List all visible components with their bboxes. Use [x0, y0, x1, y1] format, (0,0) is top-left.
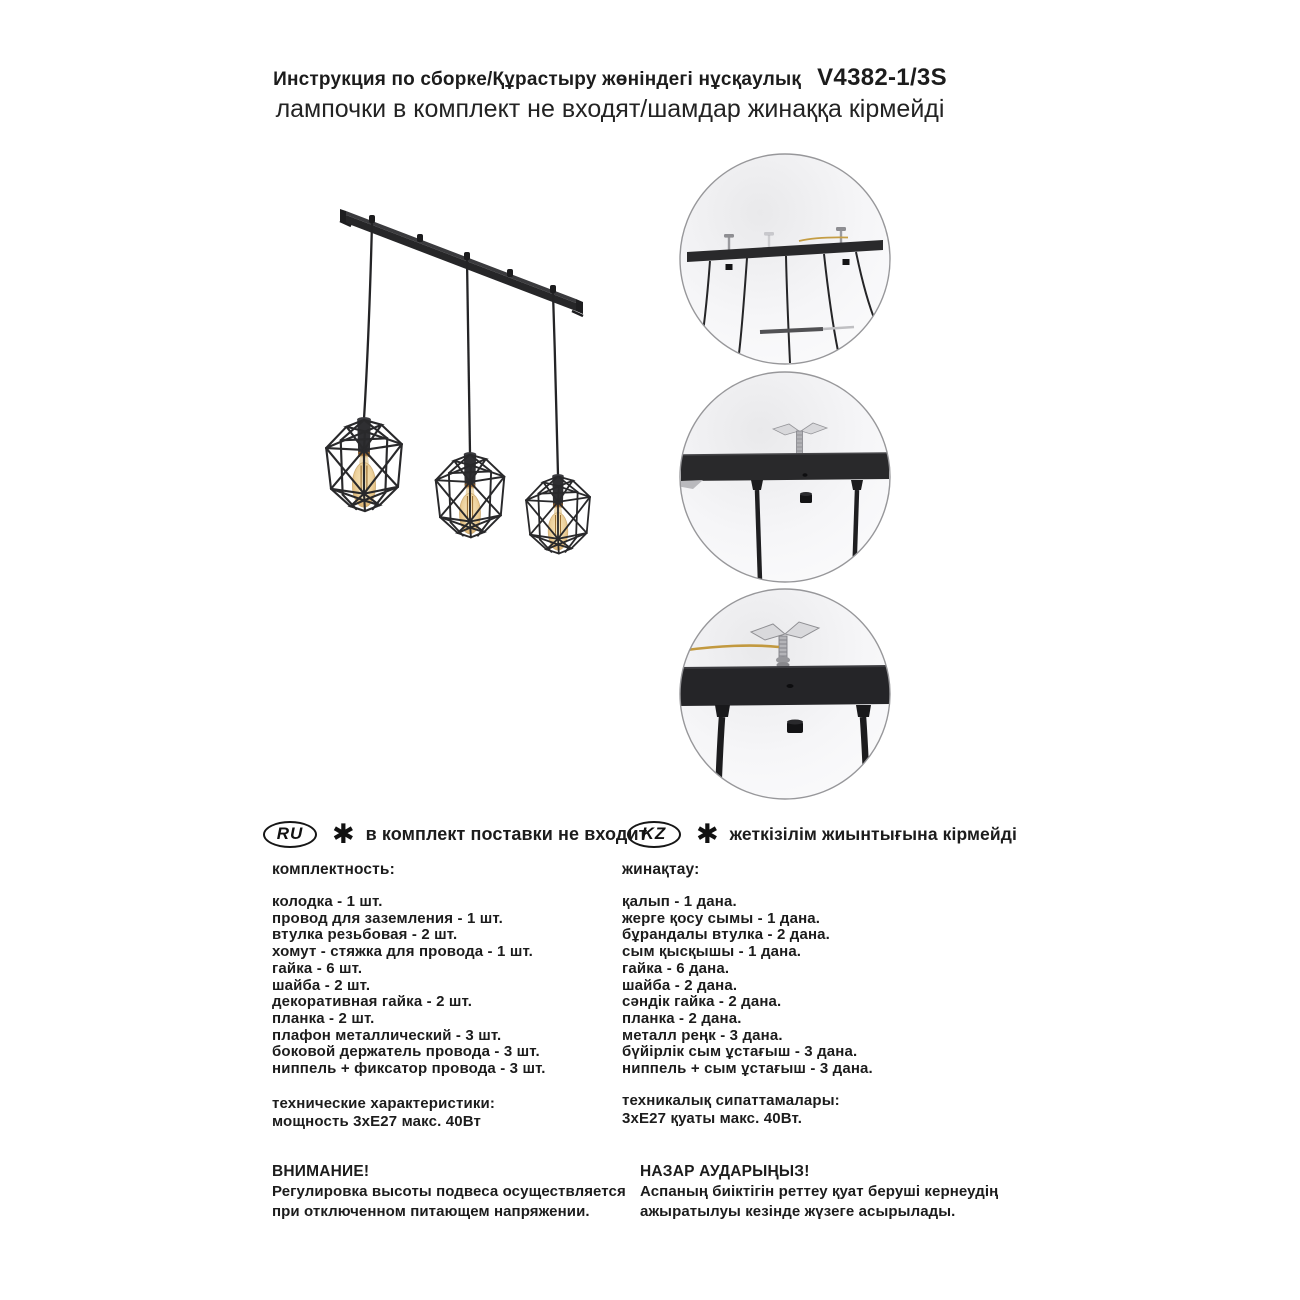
list-item: шайба - 2 шт. [272, 976, 371, 994]
list-item: шайба - 2 дана. [622, 976, 738, 994]
list-item: Аспаның биіктігін реттеу қуат беруші кернеудің [640, 1183, 999, 1200]
list-item: бүйірлік сым ұстағыш - 3 дана. [622, 1043, 858, 1061]
kz-warning-text [640, 1182, 998, 1221]
list-item: провод для заземления - 1 шт. [272, 909, 503, 927]
list-item: гайка - 6 дана. [622, 959, 730, 977]
ru-specs-value: мощность 3хЕ27 макс. 40Вт [272, 1113, 482, 1130]
page-title-row [0, 66, 1220, 92]
list-item: плафон металлический - 3 шт. [272, 1026, 502, 1044]
kz-language-badge: KZ [627, 821, 681, 848]
kz-note-row [627, 818, 1017, 850]
page-subtitle: лампочки в комплект не входят/шамдар жинаққа кірмейді [275, 95, 945, 123]
list-item: декоративная гайка - 2 шт. [272, 993, 473, 1011]
list-item: планка - 2 дана. [622, 1009, 742, 1027]
page-title: Инструкция по сборке/Құрастыру жөніндегі нұсқаулық [273, 69, 802, 90]
list-item: планка - 2 шт. [272, 1009, 375, 1027]
list-item: боковой держатель провода - 3 шт. [272, 1043, 540, 1061]
ru-warning-text [272, 1182, 626, 1221]
header [0, 66, 1220, 124]
list-item: колодка - 1 шт. [272, 893, 383, 910]
ru-parts-list [272, 894, 546, 1078]
ru-specs-title: технические характеристики: [272, 1095, 496, 1112]
ru-language-badge: RU [263, 821, 317, 848]
asterisk-icon: ✱ [332, 818, 355, 849]
list-item: сым қысқышы - 1 дана. [622, 943, 802, 961]
list-item: ниппель + фиксатор провода - 3 шт. [272, 1060, 546, 1078]
list-item: ниппель + сым ұстағыш - 3 дана. [622, 1060, 873, 1078]
ru-list-title: комплектность: [272, 861, 395, 878]
ru-warning-title: ВНИМАНИЕ! [272, 1163, 370, 1180]
kz-specs-value: 3хЕ27 қуаты макс. 40Вт. [622, 1110, 803, 1127]
list-item: ажыратылуы кезінде жүзеге асырылады. [640, 1202, 956, 1220]
kz-specs-title: техникалық сипаттамалары: [622, 1092, 840, 1109]
ru-note: в комплект поставки не входит [365, 823, 648, 844]
cord-lock-nut [843, 259, 850, 265]
list-item: втулка резьбовая - 2 шт. [272, 926, 458, 944]
cord-lock-nut [726, 264, 733, 270]
cap-nut [800, 492, 812, 503]
cap-nut [787, 720, 803, 734]
ceiling-bar [679, 666, 891, 706]
kz-parts-list [622, 894, 873, 1078]
list-item: бұрандалы втулка - 2 дана. [622, 926, 830, 944]
lamp-illustration [320, 190, 620, 590]
kz-warning-title: НАЗАР АУДАРЫҢЫЗ! [640, 1163, 810, 1180]
detail-photo-top [677, 151, 893, 367]
list-item: хомут - стяжка для провода - 1 шт. [272, 943, 533, 961]
list-item: при отключенном питающем напряжении. [272, 1202, 590, 1220]
asterisk-icon: ✱ [696, 818, 719, 849]
list-item: жерге қосу сымы - 1 дана. [622, 909, 821, 927]
model-number: V4382-1/3S [817, 64, 947, 91]
ru-note-row [263, 818, 648, 850]
list-item: металл реңк - 3 дана. [622, 1026, 783, 1044]
list-item: гайка - 6 шт. [272, 959, 363, 977]
detail-photo-bottom [677, 586, 893, 802]
bar-hole [803, 473, 808, 477]
detail-photo-middle [677, 369, 893, 585]
list-item: сәндік гайка - 2 дана. [622, 993, 782, 1011]
ceiling-bar [340, 209, 583, 316]
list-item: Регулировка высоты подвеса осуществляется [272, 1183, 626, 1200]
kz-list-title: жинақтау: [622, 861, 700, 878]
list-item: қалып - 1 дана. [622, 893, 737, 910]
kz-note: жеткізілім жиынтығына кірмейді [729, 823, 1017, 844]
bar-hole [787, 684, 794, 688]
